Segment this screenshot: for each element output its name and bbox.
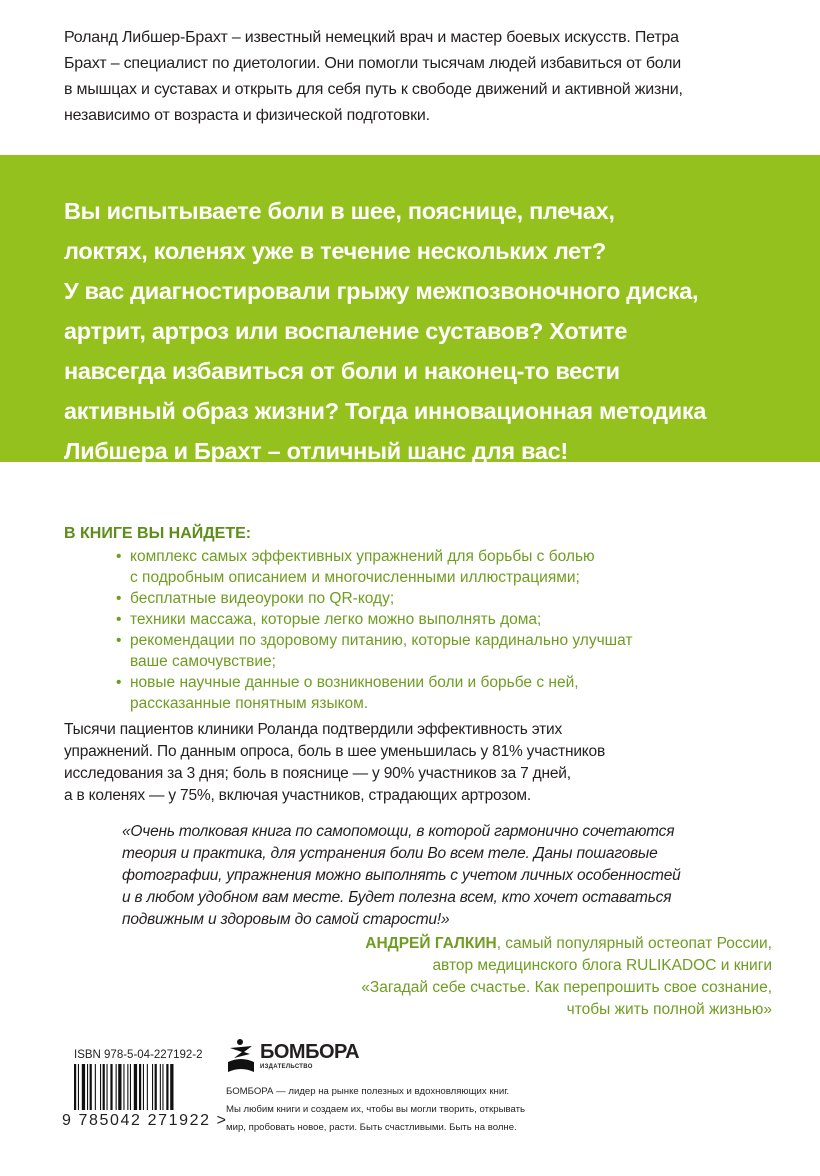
testimonial-quote — [122, 821, 681, 931]
paragraph-line: Тысячи пациентов клиники Роланда подтвердили эффективность этих — [64, 721, 563, 738]
author-intro — [64, 25, 683, 129]
features-heading: В КНИГЕ ВЫ НАЙДЕТЕ: — [64, 525, 252, 542]
band-line: локтях, коленях уже в течение нескольких лет? — [64, 238, 606, 264]
green-band — [0, 155, 820, 462]
publisher-logo — [226, 1038, 359, 1074]
barcode-bar — [90, 1064, 92, 1110]
barcode-bar — [143, 1064, 144, 1110]
intro-line: в мышцах и суставах и открыть для себя путь к свободе движений и активной жизни, — [64, 81, 683, 98]
barcode-bar — [110, 1064, 112, 1110]
intro-line: Брахт – специалист по диетологии. Они помогли тысячам людей избавиться от боли — [64, 55, 682, 72]
barcode-bar — [162, 1064, 163, 1110]
list-item — [116, 588, 633, 609]
attribution-line: автор медицинского блога RULIKADOC и книги — [432, 957, 772, 974]
band-line: Вы испытываете боли в шее, пояснице, плечах, — [64, 198, 615, 224]
barcode-bar — [82, 1064, 85, 1110]
band-line: Либшера и Брахт – отличный шанс для вас! — [64, 438, 568, 464]
list-item — [116, 546, 633, 588]
barcode-bar — [130, 1064, 131, 1110]
barcode-bar — [78, 1064, 79, 1110]
list-item-line: • новые научные данные о возникновении боли и борьбе с ней, — [130, 674, 579, 691]
wave-figure-icon — [226, 1038, 256, 1074]
paragraph-line: а в коленях — у 75%, включая участников, страдающих артрозом. — [64, 787, 531, 804]
list-item — [116, 630, 633, 672]
barcode-bar — [152, 1064, 153, 1110]
list-item-line: • рекомендации по здоровому питанию, которые кардинально улучшат — [130, 632, 633, 649]
band-line: активный образ жизни? Тогда инновационная методика — [64, 398, 707, 424]
barcode-bar — [116, 1064, 117, 1110]
barcode-bar — [155, 1064, 157, 1110]
barcode-bar — [87, 1064, 88, 1110]
attribution-line: , самый популярный остеопат России, — [496, 935, 772, 952]
paragraph-line: исследования за 3 дня; боль в пояснице — у 90% участников за 7 дней, — [64, 765, 571, 782]
paragraph-line: упражнений. По данным опроса, боль в шее уменьшилась у 81% участников — [64, 743, 606, 760]
quote-line: фотографии, упражнения можно выполнять с учетом личных особенностей — [122, 867, 681, 884]
list-item-line: • комплекс самых эффективных упражнений для борьбы с болью — [130, 548, 595, 565]
barcode-bar — [74, 1064, 76, 1110]
band-line: навсегда избавиться от боли и наконец-то вести — [64, 358, 620, 384]
barcode-bar — [103, 1064, 105, 1110]
list-item-line: ваше самочувствие; — [130, 653, 276, 670]
list-item — [116, 609, 633, 630]
publisher-name: БОМБОРА — [260, 1041, 360, 1063]
barcode-bar — [160, 1064, 161, 1110]
barcode-bar — [127, 1064, 128, 1110]
publisher-description — [226, 1083, 525, 1137]
list-item-line: • техники массажа, которые легко можно выполнять дома; — [130, 611, 542, 628]
barcode-bar — [170, 1064, 173, 1110]
list-item-line: рассказанные понятным языком. — [130, 695, 369, 712]
publisher-sub: ИЗДАТЕЛЬСТВО — [260, 1064, 313, 1070]
quote-line: и в любом удобном вам месте. Будет полезна всем, кто хочет оставаться — [122, 889, 672, 906]
barcode-bar — [107, 1064, 108, 1110]
intro-line: Роланд Либшер-Брахт – известный немецкий врач и мастер боевых искусств. Петра — [64, 29, 679, 46]
list-item-line: с подробным описанием и многочисленными иллюстрациями; — [130, 569, 580, 586]
barcode-digits: 9 785042 271922 > — [62, 1112, 228, 1129]
barcode-bar — [118, 1064, 121, 1110]
publisher-line: мир, пробовать новое, расти. Быть счастливыми. Быть на волне. — [226, 1122, 517, 1133]
quote-line: теория и практика, для устранения боли Во всем теле. Даны пошаговые — [122, 845, 658, 862]
isbn-text: ISBN 978-5-04-227192-2 — [74, 1049, 203, 1061]
band-line: артрит, артроз или воспаление суставов? Хотите — [64, 318, 628, 344]
attribution-name: АНДРЕЙ ГАЛКИН — [365, 935, 497, 952]
attribution-line: чтобы жить полной жизнью» — [566, 1001, 772, 1018]
intro-line: независимо от возраста и физической подготовки. — [64, 107, 430, 124]
quote-attribution — [361, 933, 772, 1021]
attribution-line: «Загадай себе счастье. Как перепрошить свое сознание, — [361, 979, 772, 996]
list-item-line: • бесплатные видеоуроки по QR-коду; — [130, 590, 395, 607]
barcode-bar — [166, 1064, 168, 1110]
features-list — [116, 546, 633, 714]
barcode-bar — [123, 1064, 124, 1110]
barcode-bar — [147, 1064, 148, 1110]
band-text — [64, 191, 706, 471]
barcode-bar — [100, 1064, 101, 1110]
barcode-bar — [139, 1064, 141, 1110]
quote-line: «Очень толковая книга по самопомощи, в которой гармонично сочетаются — [122, 823, 675, 840]
list-item — [116, 672, 633, 714]
results-paragraph — [64, 719, 605, 807]
quote-line: подвижным и здоровым до самой старости!» — [122, 911, 450, 928]
publisher-line: Мы любим книги и создаем их, чтобы вы могли творить, открывать — [226, 1104, 525, 1115]
band-line: У вас диагностировали грыжу межпозвоночного диска, — [64, 278, 699, 304]
barcode-bar — [95, 1064, 96, 1110]
barcode-bar — [134, 1064, 137, 1110]
publisher-line: БОМБОРА — лидер на рынке полезных и вдохновляющих книг. — [226, 1086, 510, 1097]
barcode — [74, 1064, 206, 1110]
